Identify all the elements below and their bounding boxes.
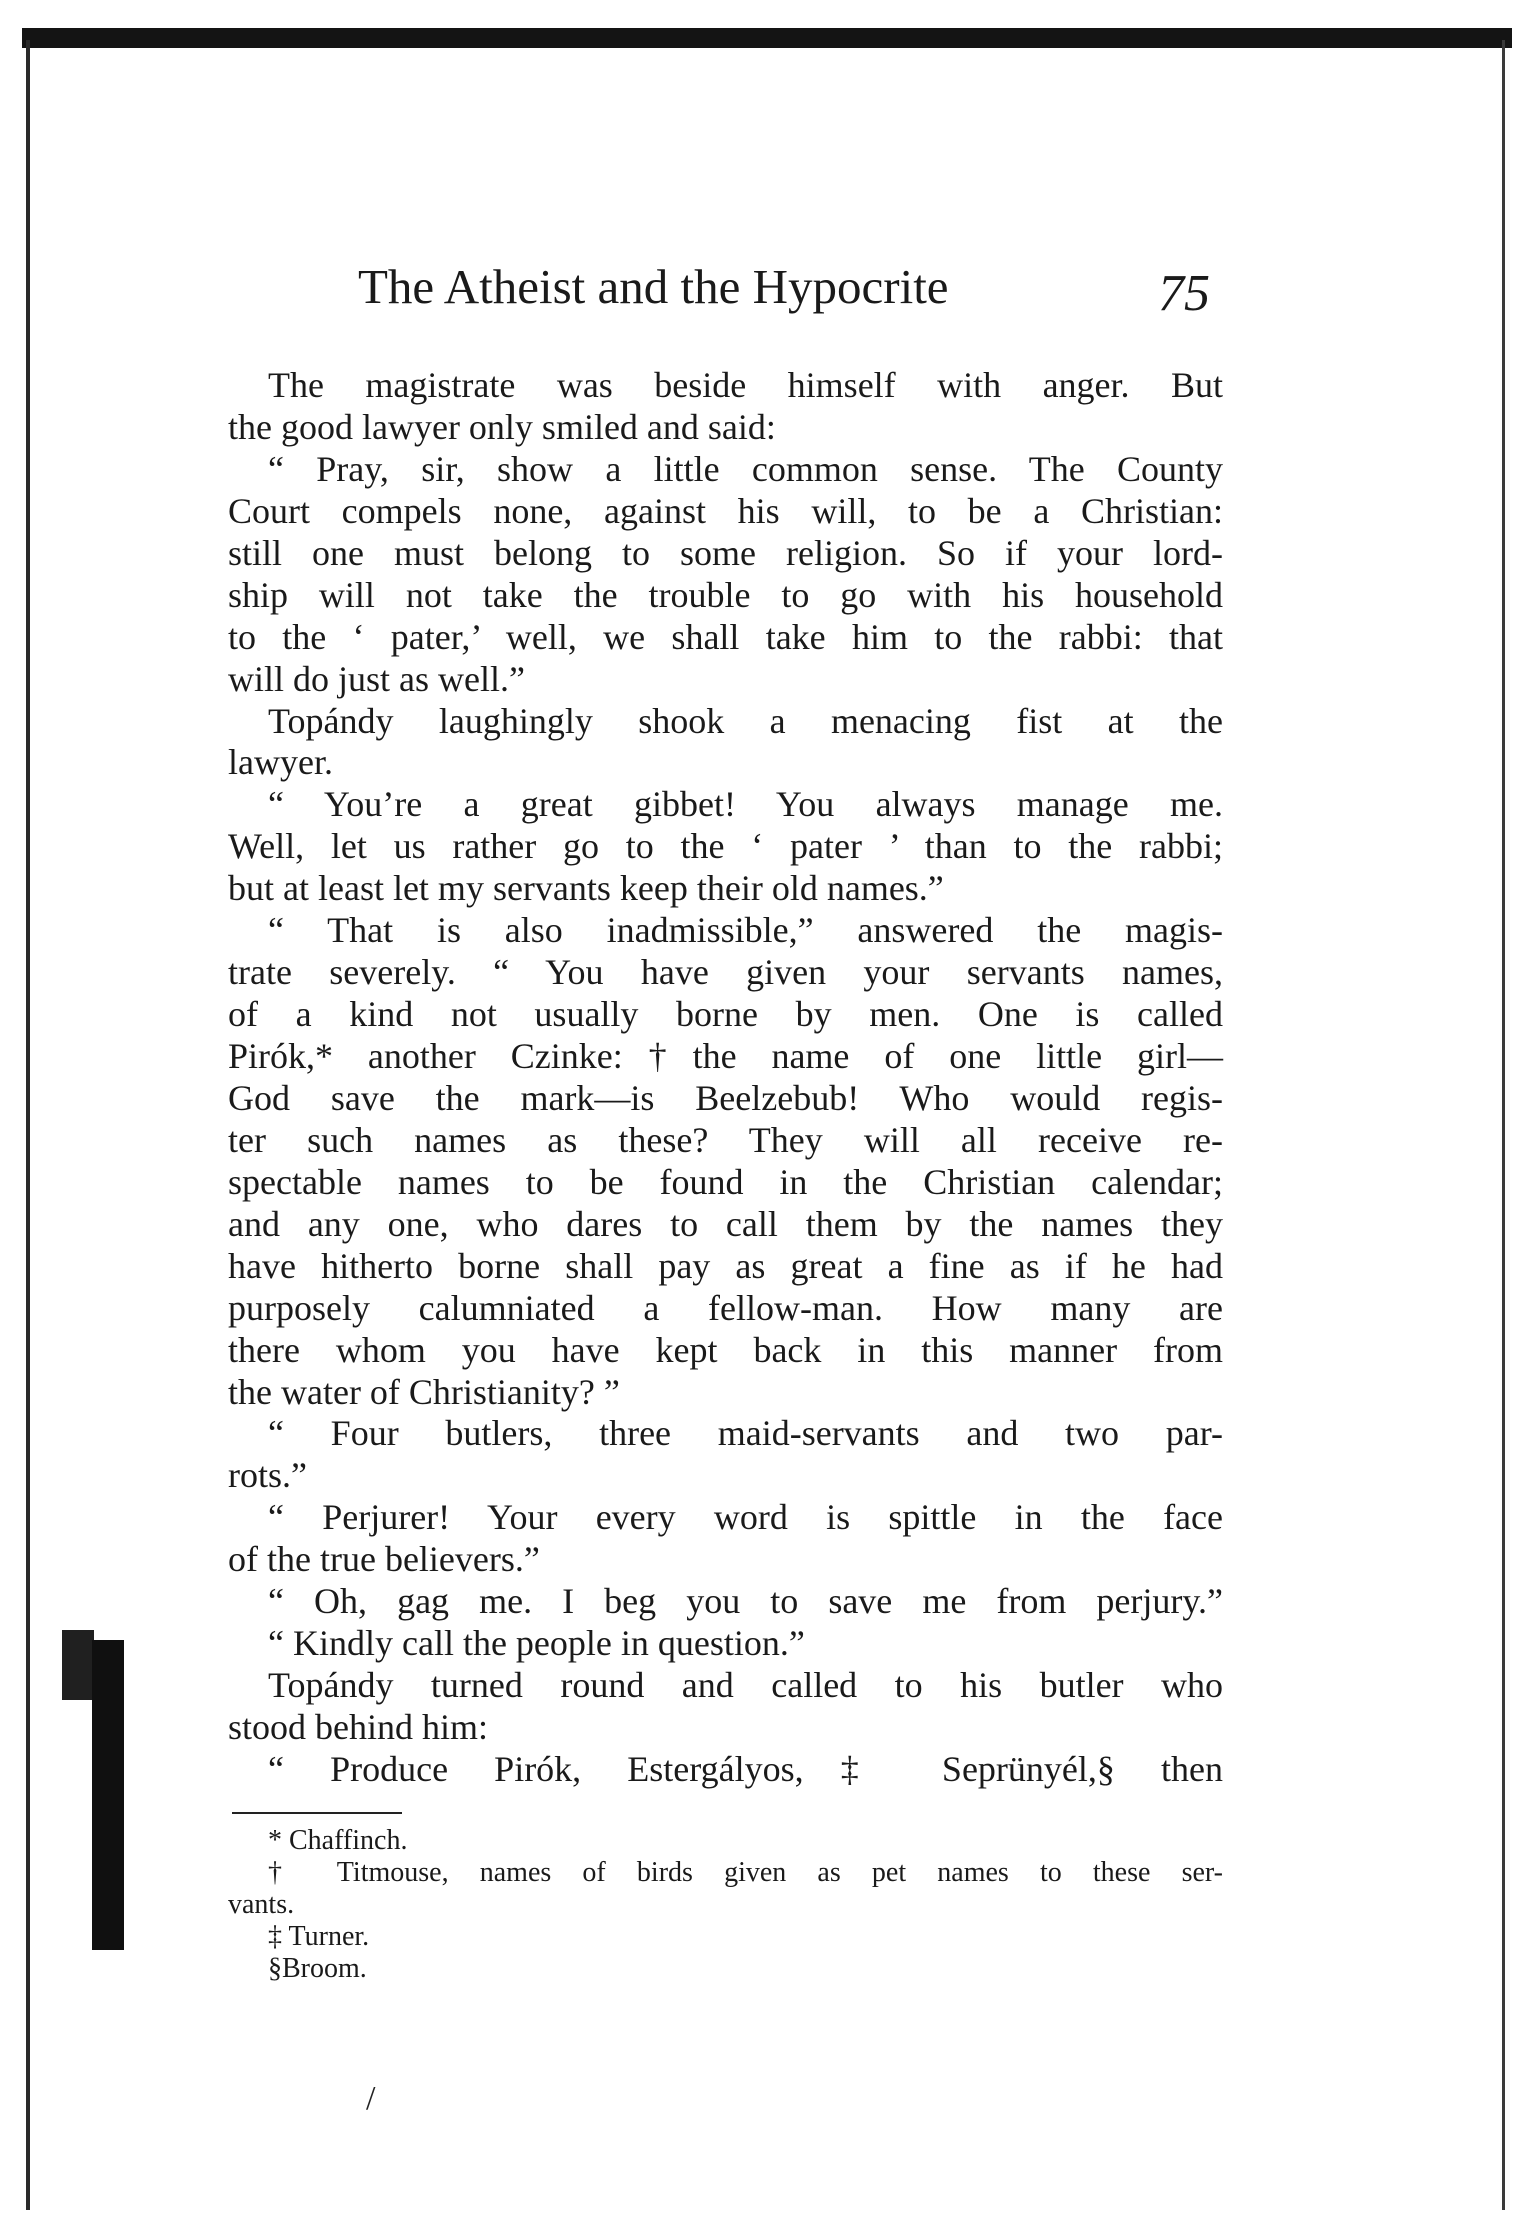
text-line: the water of Christianity? ” bbox=[228, 1371, 620, 1412]
footnotes bbox=[228, 1825, 1223, 1985]
stray-mark: / bbox=[366, 2080, 376, 2117]
running-head: The Atheist and the Hypocrite bbox=[358, 259, 949, 314]
binding-shadow bbox=[92, 1640, 124, 1950]
text-line: “ You’re a great gibbet! You always manage me. bbox=[268, 784, 1223, 825]
text-line: “ Produce Pirók, Estergályos,‡ Seprünyél,§ then bbox=[268, 1748, 1223, 1789]
text-line: have hitherto borne shall pay as great a fine as if he had bbox=[228, 1245, 1223, 1286]
page-header bbox=[228, 258, 1228, 338]
text-line: and any one, who dares to call them by the names they bbox=[228, 1203, 1223, 1244]
footnote-line: vants. bbox=[228, 1889, 295, 1920]
text-line: “ Oh, gag me. I beg you to save me from perjury.” bbox=[268, 1581, 1223, 1622]
text-line: The magistrate was beside himself with anger. But bbox=[268, 365, 1223, 405]
text-line: “ Four butlers, three maid-servants and two par- bbox=[268, 1413, 1223, 1454]
text-line: “ Kindly call the people in question.” bbox=[268, 1623, 805, 1664]
text-line: Well, let us rather go to the ‘ pater ’ than to the rabbi; bbox=[228, 826, 1223, 867]
text-line: rots.” bbox=[228, 1455, 307, 1496]
text-line: will do just as well.” bbox=[228, 658, 525, 699]
text-line: spectable names to be found in the Christian calendar; bbox=[228, 1161, 1223, 1202]
footnote-line: §Broom. bbox=[268, 1953, 367, 1984]
text-line: there whom you have kept back in this manner from bbox=[228, 1329, 1223, 1370]
footnote-line: † Titmouse, names of birds given as pet names to these ser- bbox=[268, 1857, 1223, 1888]
text-line: Topándy turned round and called to his butler who bbox=[268, 1665, 1223, 1706]
left-margin-rule bbox=[26, 40, 30, 2210]
body-text bbox=[228, 365, 1223, 1791]
text-line: “ Perjurer! Your every word is spittle in the face bbox=[268, 1497, 1223, 1538]
text-line: of a kind not usually borne by men. One is called bbox=[228, 994, 1223, 1035]
footnote-line: * Chaffinch. bbox=[268, 1825, 408, 1856]
text-line: Pirók,* another Czinke:†the name of one little girl— bbox=[228, 1036, 1223, 1076]
text-line: ter such names as these? They will all receive re- bbox=[228, 1119, 1223, 1160]
text-line: the good lawyer only smiled and said: bbox=[228, 406, 776, 447]
text-line: stood behind him: bbox=[228, 1707, 488, 1747]
text-line: but at least let my servants keep their old names.” bbox=[228, 868, 944, 909]
text-line: “ Pray, sir, show a little common sense. The County bbox=[268, 448, 1223, 489]
right-margin-rule bbox=[1502, 40, 1505, 2210]
text-line: purposely calumniated a fellow-man. How many are bbox=[228, 1287, 1223, 1328]
text-line: trate severely. “ You have given your servants names, bbox=[228, 952, 1223, 993]
text-line: Court compels none, against his will, to be a Christian: bbox=[228, 490, 1223, 531]
text-line: God save the mark—is Beelzebub! Who would regis- bbox=[228, 1077, 1223, 1118]
text-line: to the ‘ pater,’ well, we shall take him to the rabbi: that bbox=[228, 616, 1223, 657]
text-line: ship will not take the trouble to go with his household bbox=[228, 574, 1223, 615]
footnote-rule bbox=[232, 1812, 402, 1814]
footnote-line: ‡ Turner. bbox=[268, 1921, 370, 1952]
page-top-border bbox=[22, 28, 1512, 48]
page-number: 75 bbox=[1158, 265, 1210, 322]
text-line: Topándy laughingly shook a menacing fist at the bbox=[268, 700, 1223, 741]
text-line: “ That is also inadmissible,” answered the magis- bbox=[268, 910, 1223, 951]
text-line: lawyer. bbox=[228, 742, 333, 783]
text-line: still one must belong to some religion. So if your lord- bbox=[228, 532, 1223, 573]
text-line: of the true believers.” bbox=[228, 1539, 540, 1580]
binding-shadow-tip bbox=[62, 1630, 94, 1700]
